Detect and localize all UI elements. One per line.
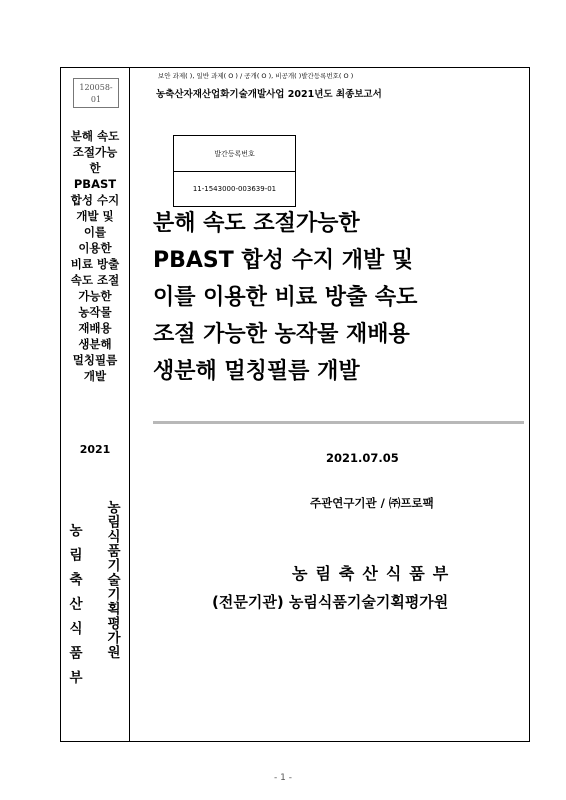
registration-box [173, 135, 296, 207]
spine-agency: 농림식품기술기획평가원 [104, 500, 120, 660]
spine-title-line: 생분해 [78, 337, 112, 351]
project-id-line-2: 01 [90, 95, 102, 104]
main-title-line: 분해 속도 조절가능한 [153, 211, 360, 236]
spine-title-line: 조절가능 [72, 145, 118, 159]
spine-title-line: 재배용 [78, 321, 112, 335]
project-id-box [73, 78, 119, 108]
main-title-line: 조절 가능한 농작물 재배용 [153, 322, 410, 347]
report-date: 2021.07.05 [326, 451, 399, 465]
spine-title-line: 멀칭필름 [72, 353, 118, 367]
registration-label: 발간등록번호 [214, 149, 255, 158]
main-title-line: 이를 이용한 비료 방출 속도 [153, 285, 418, 310]
spine-title-line: 이를 [83, 225, 107, 239]
main-title-line: 생분해 멀칭필름 개발 [153, 359, 360, 384]
spine-title-line: 가능한 [78, 289, 112, 303]
spine-title-line: 개발 [83, 369, 107, 383]
ministry-name: 농림축산식품부 [292, 564, 457, 583]
registration-number: 11-1543000-003639-01 [174, 171, 295, 206]
spine-ministry: 농림축산식품부 [66, 523, 82, 695]
spine-divider [129, 67, 130, 742]
lead-organization: 주관연구기관 / ㈜프로팩 [310, 496, 434, 510]
spine-year: 2021 [79, 443, 111, 456]
spine-title-line: 이용한 [78, 241, 112, 255]
security-status-line: 보안 과제( ), 일반 과제( O ) / 공개( O ), 비공개( )발간등록번호( O ) [158, 72, 354, 80]
page-number: - 1 - [274, 773, 292, 783]
spine-title [62, 128, 128, 384]
spine-title-line: PBAST [73, 177, 117, 191]
spine-title-line: 농작물 [78, 305, 112, 319]
agency-name: (전문기관) 농림식품기술기획평가원 [212, 593, 449, 611]
main-title [153, 205, 528, 390]
title-underline [153, 421, 524, 424]
spine-title-line: 속도 조절 [70, 273, 120, 287]
project-id-line-1: 120058- [79, 83, 113, 92]
report-title: 농축산자재산업화기술개발사업 2021년도 최종보고서 [156, 89, 382, 100]
spine-title-line: 개발 및 [76, 209, 114, 223]
main-title-line: PBAST 합성 수지 개발 및 [153, 248, 414, 273]
spine-title-line: 합성 수지 [70, 193, 120, 207]
spine-title-line: 비료 방출 [70, 257, 120, 271]
spine-title-line: 한 [89, 161, 101, 175]
spine-title-line: 분해 속도 [70, 129, 120, 143]
